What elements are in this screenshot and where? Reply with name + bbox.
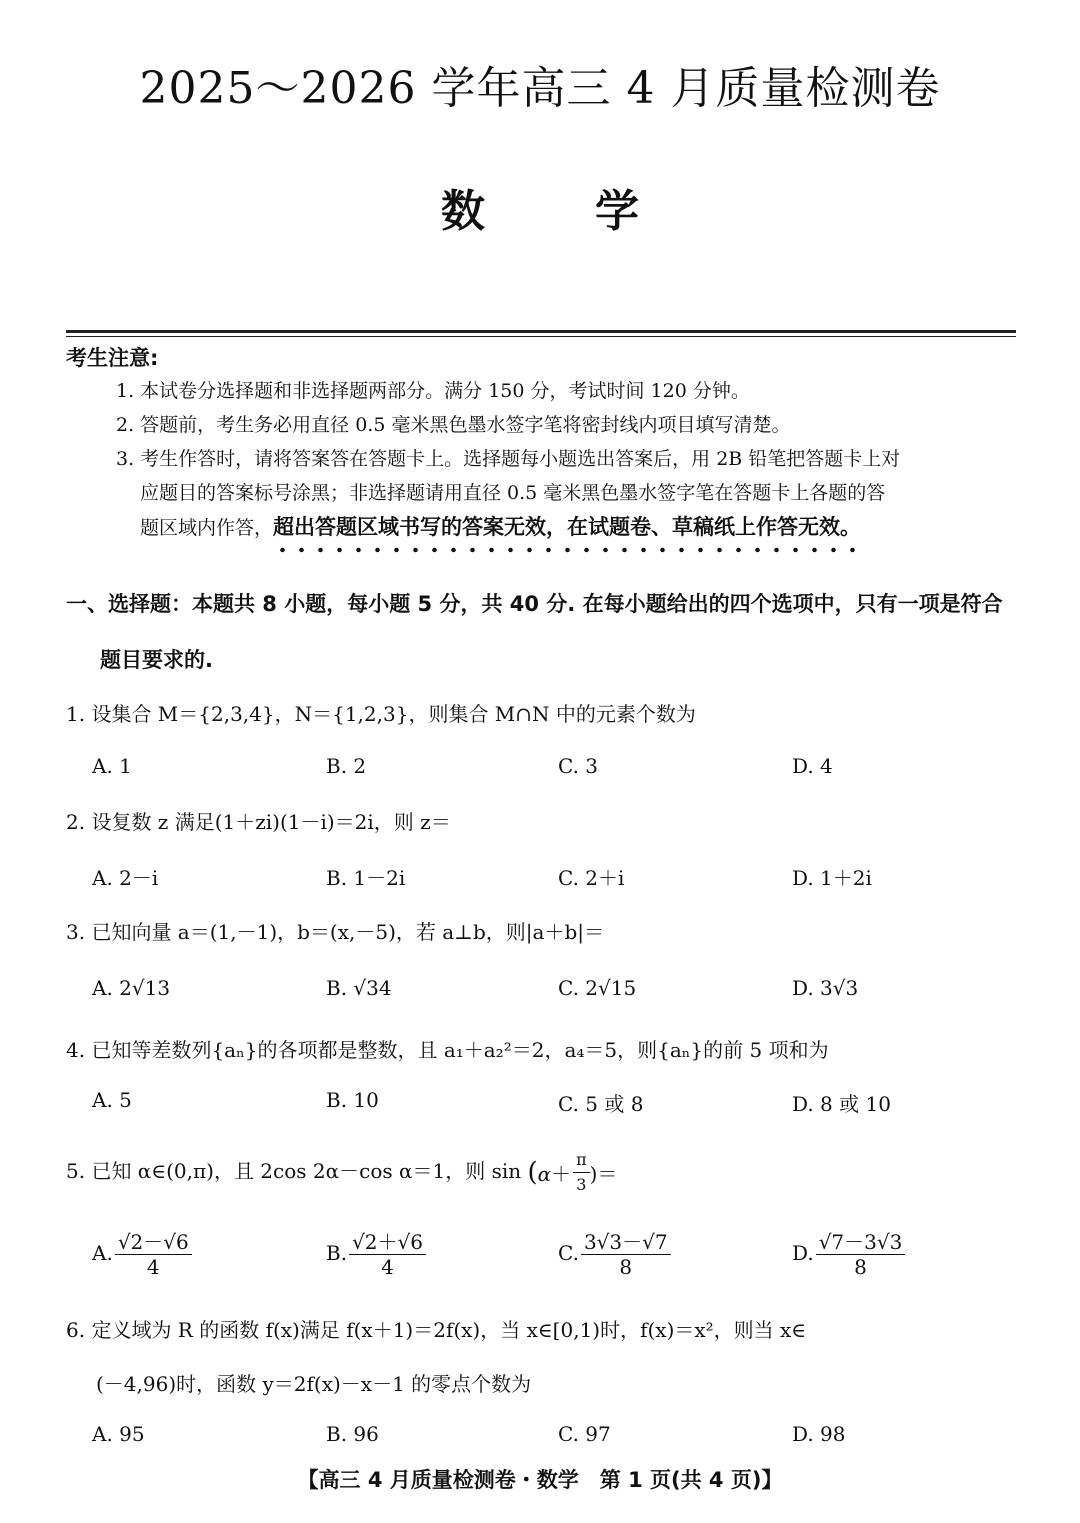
q5-option-d-fraction: [816, 1230, 906, 1279]
q5-option-a-den: 4: [146, 1255, 160, 1279]
q5-frac-den: 3: [576, 1175, 587, 1194]
q1-option-b: B. 2: [326, 754, 367, 778]
question-6-stem-line1: 6. 定义域为 R 的函数 f(x)满足 f(x＋1)＝2f(x)，当 x∈[0,1)时，f(x)＝x²，则当 x∈: [66, 1318, 807, 1342]
q1-option-c: C. 3: [558, 754, 599, 778]
q5-stem-text: 5. 已知 α∈(0,π)，且 2cos 2α－cos α＝1，则 sin: [66, 1159, 522, 1183]
question-1-stem: 1. 设集合 M＝{2,3,4}，N＝{1,2,3}，则集合 M∩N 中的元素个数为: [66, 702, 696, 726]
notice-item-3-line3: [140, 510, 861, 545]
notice-item-1: 1. 本试卷分选择题和非选择题两部分。满分 150 分，考试时间 120 分钟。: [116, 380, 750, 402]
notice-emphasis-text: [273, 515, 861, 539]
q5-option-a: [92, 1230, 192, 1279]
exam-title: 2025～2026 学年高三 4 月质量检测卷: [139, 63, 941, 114]
page-footer: 【高三 4 月质量检测卷・数学 第 1 页(共 4 页)】: [297, 1468, 783, 1492]
q1-option-d: D. 4: [792, 754, 833, 778]
notice-plain-text: 题区域内作答，: [140, 517, 274, 539]
q5-option-c-num: 3√3－√7: [581, 1230, 671, 1255]
notice-heading: 考生注意:: [66, 346, 159, 370]
q2-option-a: A. 2－i: [92, 866, 159, 890]
notice-item-3: 3. 考生作答时，请将答案答在答题卡上。选择题每小题选出答案后，用 2B 铅笔把答题卡上对: [116, 448, 901, 470]
q5-alpha: α＋: [537, 1162, 572, 1186]
q4-option-b: B. 10: [326, 1088, 379, 1112]
q4-option-c: C. 5 或 8: [558, 1092, 644, 1116]
q6-option-d: D. 98: [792, 1422, 846, 1446]
q5-option-b-label: B.: [326, 1241, 348, 1265]
q3-option-d: D. 3√3: [792, 976, 859, 1000]
q5-option-b-num: √2＋√6: [349, 1230, 426, 1255]
q3-option-a: A. 2√13: [92, 976, 171, 1000]
notice-item-2: 2. 答题前，考生务必用直径 0.5 毫米黑色墨水签字笔将密封线内项目填写清楚。: [116, 414, 791, 436]
question-3-stem: 3. 已知向量 a＝(1,－1)，b＝(x,－5)，若 a⊥b，则|a＋b|＝: [66, 920, 604, 944]
q5-option-b: [326, 1230, 426, 1279]
q5-option-c-label: C.: [558, 1241, 579, 1265]
q5-close-paren: )＝: [589, 1162, 618, 1186]
q1-option-a: A. 1: [92, 754, 132, 778]
subject-title: 数学: [441, 186, 749, 237]
q5-option-c-den: 8: [619, 1255, 633, 1279]
q6-option-c: C. 97: [558, 1422, 611, 1446]
section-heading-line1: 一、选择题：本题共 8 小题，每小题 5 分，共 40 分. 在每小题给出的四个选项中，只有一项是符合: [66, 592, 1003, 616]
q3-option-b: B. √34: [326, 976, 392, 1000]
q5-frac-num: π: [573, 1148, 590, 1173]
q5-pi-over-3-fraction: [573, 1148, 590, 1197]
q2-option-c: C. 2＋i: [558, 866, 625, 890]
q4-option-a: A. 5: [92, 1088, 132, 1112]
q5-option-b-den: 4: [381, 1255, 394, 1279]
q5-open-paren: (: [527, 1157, 538, 1188]
emphasis-dots: [273, 547, 861, 553]
q2-option-b: B. 1－2i: [326, 866, 406, 890]
q5-option-d-num: √7－3√3: [816, 1230, 906, 1255]
q5-option-c-fraction: [581, 1230, 671, 1279]
q5-option-a-num: √2－√6: [115, 1230, 192, 1255]
divider-thin: [66, 336, 1016, 337]
q4-option-d: D. 8 或 10: [792, 1092, 891, 1116]
q3-option-c: C. 2√15: [558, 976, 637, 1000]
q6-option-a: A. 95: [92, 1422, 145, 1446]
q5-option-d: [792, 1230, 905, 1279]
q5-option-a-fraction: [115, 1230, 192, 1279]
q5-option-c: [558, 1230, 671, 1279]
notice-emphasis-label: 超出答题区域书写的答案无效，在试题卷、草稿纸上作答无效。: [273, 515, 862, 539]
question-4-stem: 4. 已知等差数列{aₙ}的各项都是整数，且 a₁＋a₂²＝2，a₄＝5，则{aₙ}的前 5 项和为: [66, 1038, 829, 1062]
section-heading-line2: 题目要求的.: [100, 648, 213, 672]
q5-option-b-fraction: [349, 1230, 426, 1279]
divider-thick: [66, 330, 1016, 333]
question-5-stem: [66, 1148, 617, 1197]
question-2-stem: 2. 设复数 z 满足(1＋zi)(1－i)＝2i，则 z＝: [66, 810, 451, 834]
q5-option-d-label: D.: [792, 1241, 814, 1265]
q2-option-d: D. 1＋2i: [792, 866, 872, 890]
question-6-stem-line2: (－4,96)时，函数 y＝2f(x)－x－1 的零点个数为: [96, 1372, 532, 1396]
q5-option-d-den: 8: [854, 1255, 867, 1279]
q5-option-a-label: A.: [92, 1241, 113, 1265]
q6-option-b: B. 96: [326, 1422, 379, 1446]
notice-item-3-line2: 应题目的答案标号涂黑；非选择题请用直径 0.5 毫米黑色墨水签字笔在答题卡上各题的答: [140, 482, 886, 504]
